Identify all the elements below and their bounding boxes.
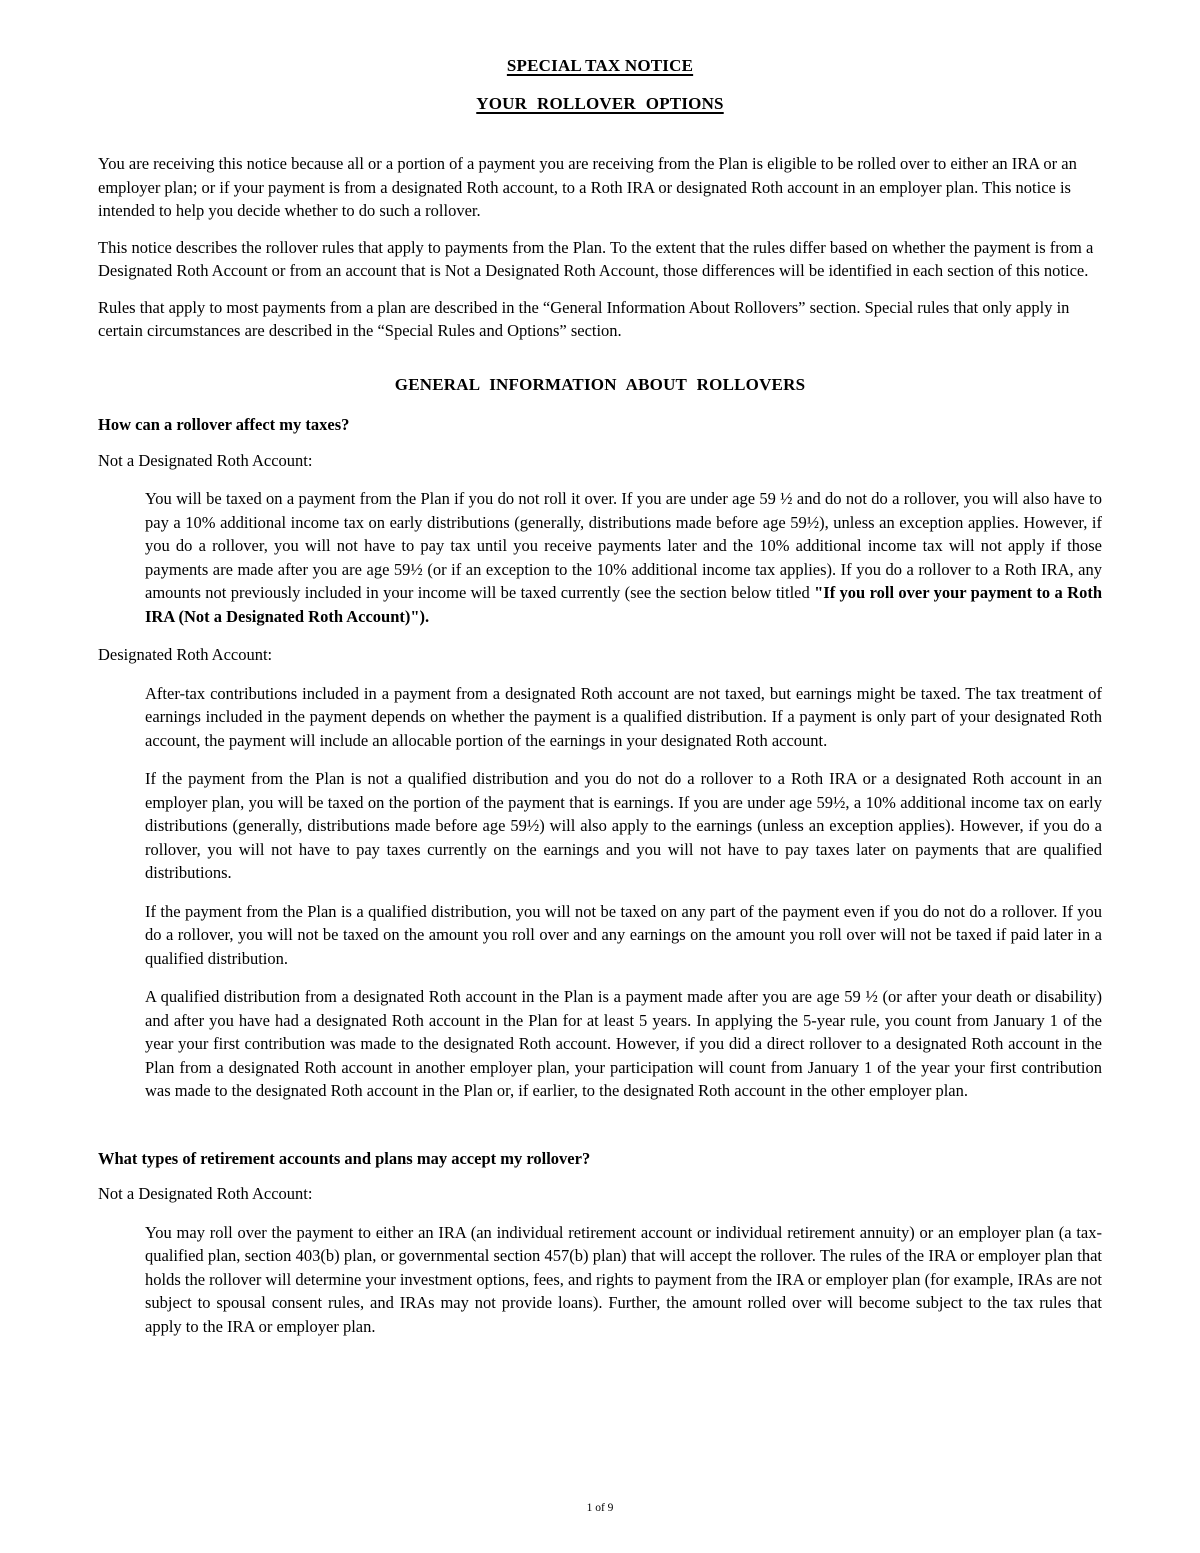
indent-text-run: If the payment from the Plan is not a qualified distribution and you do not do a rollover to a Roth IRA or a designated Roth account in an employer plan, you will be taxed on the portion of the payment that is earnings. If you are under age 59½, a 10% additional income tax on early distributions (generally, distributions made before age 59½) will also apply to the earnings (unless an exception applies). However, if you do a rollover, you will not have to pay taxes currently on the earnings and you will not have to pay taxes later on payments that are qualified distributions. <box>145 769 1102 882</box>
paragraph-qualified-distribution <box>145 900 1102 971</box>
indent-text-run: If the payment from the Plan is a qualified distribution, you will not be taxed on any part of the payment even if you do not do a rollover. If you do a rollover, you will not be taxed on the amount you roll over and any earnings on the amount you roll over will not be taxed if paid later in a qualified distribution. <box>145 901 1102 968</box>
indent-text-run: After-tax contributions included in a payment from a designated Roth account are not taxed, but earnings might be taxed. The tax treatment of earnings included in the payment depends on whether the payment is a qualified distribution. If a payment is only part of your designated Roth account, the payment will include an allocable portion of the earnings in your designated Roth account. <box>145 683 1102 750</box>
intro-paragraph-1 <box>98 152 1102 223</box>
intro-paragraph-2 <box>98 236 1102 283</box>
label-not-designated-roth-1 <box>98 449 1102 473</box>
paragraph-may-roll-over <box>145 1221 1102 1339</box>
paragraph-after-tax-contributions <box>145 682 1102 753</box>
doc-subtitle <box>98 92 1102 116</box>
paragraph-not-qualified-distribution <box>145 767 1102 885</box>
label-text-run: Designated Roth Account: <box>98 645 273 664</box>
paragraph-taxed-on-payment <box>145 487 1102 628</box>
section-heading-general-information <box>98 373 1102 397</box>
title-text-run: YOUR ROLLOVER OPTIONS <box>476 93 724 113</box>
question-text-run: How can a rollover affect my taxes? <box>98 415 350 434</box>
label-text-run: Not a Designated Roth Account: <box>98 1184 313 1203</box>
question-how-can-rollover-affect-taxes <box>98 413 1102 437</box>
title-text-run: SPECIAL TAX NOTICE <box>506 56 694 75</box>
document-body <box>98 54 1102 1338</box>
indent-text-run: "If you roll over your payment to a Roth IRA (Not a Designated Roth Account)"). <box>145 583 1102 626</box>
label-not-designated-roth-2 <box>98 1182 1102 1206</box>
question-what-types-of-accounts <box>98 1147 1102 1171</box>
indent-text-run: You may roll over the payment to either an IRA (an individual retirement account or individual retirement annuity) or an employer plan (a tax-qualified plan, section 403(b) plan, or governmental section 457(b) plan) that will accept the rollover. The rules of the IRA or employer plan that holds the rollover will determine your investment options, fees, and rights to payment from the IRA or employer plan (for example, IRAs are not subject to spousal consent rules, and IRAs may not provide loans). Further, the amount rolled over will become subject to the tax rules that apply to the IRA or employer plan. <box>145 1222 1102 1336</box>
label-text-run: Not a Designated Roth Account: <box>98 450 313 470</box>
page-number-footer: 1 of 9 <box>586 1502 614 1514</box>
section-heading-text-run: GENERAL INFORMATION ABOUT ROLLOVERS <box>394 374 806 394</box>
doc-title <box>98 54 1102 78</box>
question-text-run: What types of retirement accounts and plans may accept my rollover? <box>98 1148 591 1168</box>
label-designated-roth <box>98 643 1102 667</box>
paragraph-text-run: You are receiving this notice because all or a portion of a payment you are receiving from the Plan is eligible to be rolled over to either an IRA or an employer plan; or if your payment is from a designated Roth account, to a Roth IRA or designated Roth account in an employer plan. This notice is intended to help you decide whether to do such a rollover. <box>98 154 1077 220</box>
paragraph-qualified-distribution-definition <box>145 985 1102 1103</box>
indent-text-run: You will be taxed on a payment from the Plan if you do not roll it over. If you are under age 59 ½ and do not do a rollover, you will also have to pay a 10% additional income tax on early distributions (generally, distributions made before age 59½), unless an exception applies. However, if you do a rollover, you will not have to pay tax until you receive payments later and the 10% additional income tax will not apply if those payments are made after you are age 59½ (or if an exception to the 10% additional income tax applies). If you do a rollover to a Roth IRA, any amounts not previously included in your income will be taxed currently (see the section below titled <box>145 489 1102 602</box>
paragraph-text-run: Rules that apply to most payments from a plan are described in the “General Information About Rollovers” section. Special rules that only apply in certain circumstances are described in the “Special Rules and Options” section. <box>98 297 1070 340</box>
intro-paragraph-3 <box>98 296 1102 343</box>
paragraph-text-run: This notice describes the rollover rules that apply to payments from the Plan. To the extent that the rules differ based on whether the payment is from a Designated Roth Account or from an account that is Not a Designated Roth Account, those differences will be identified in each section of this notice. <box>98 237 1094 280</box>
indent-text-run: A qualified distribution from a designated Roth account in the Plan is a payment made after you are age 59 ½ (or after your death or disability) and after you have had a designated Roth account in the Plan for at least 5 years. In applying the 5-year rule, you count from January 1 of the year your first contribution was made to the designated Roth account. However, if you did a direct rollover to a designated Roth account in the Plan from a designated Roth account in another employer plan, your participation will count from January 1 of the year your first contribution was made to the designated Roth account in the Plan or, if earlier, to the designated Roth account in the other employer plan. <box>145 987 1102 1100</box>
